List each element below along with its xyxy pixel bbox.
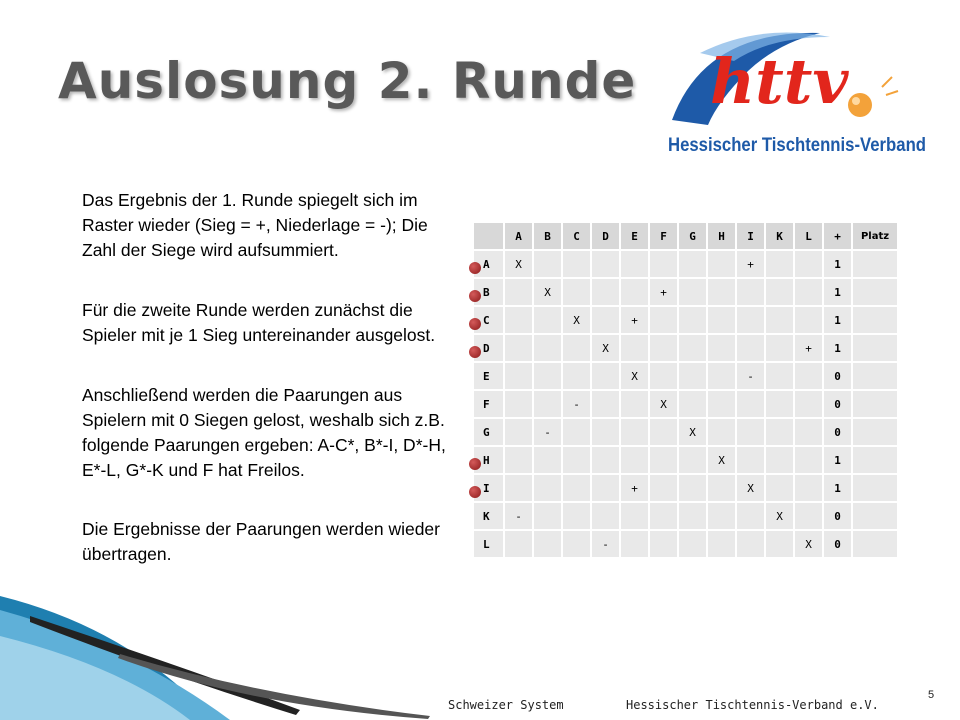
- grid-header-cell: E: [621, 223, 648, 249]
- grid-cell: [592, 391, 619, 417]
- grid-cell: [621, 335, 648, 361]
- grid-cell: [679, 307, 706, 333]
- grid-row-label: [474, 447, 503, 473]
- row-label-text: C: [483, 313, 490, 327]
- results-grid: [472, 221, 899, 559]
- grid-cell: [766, 307, 793, 333]
- grid-cell: [505, 335, 532, 361]
- corner-decoration: [0, 596, 440, 720]
- selection-dot-icon: [469, 262, 481, 274]
- grid-cell: [766, 391, 793, 417]
- grid-cell: [795, 279, 822, 305]
- grid-cell: [679, 363, 706, 389]
- logo-subtitle: Hessischer Tischtennis-Verband: [668, 135, 926, 156]
- grid-cell: -: [737, 363, 764, 389]
- grid-row: [474, 503, 897, 529]
- grid-cell: [621, 419, 648, 445]
- grid-header-cell: +: [824, 223, 851, 249]
- grid-row: [474, 335, 897, 361]
- grid-cell: [505, 391, 532, 417]
- grid-cell: [708, 503, 735, 529]
- grid-row: [474, 447, 897, 473]
- selection-dot-icon: [469, 290, 481, 302]
- grid-row: [474, 279, 897, 305]
- grid-cell: [679, 531, 706, 557]
- row-label-text: G: [483, 425, 490, 439]
- grid-cell: [621, 391, 648, 417]
- grid-cell: [766, 279, 793, 305]
- grid-cell: [766, 251, 793, 277]
- grid-platz-cell: [853, 419, 897, 445]
- grid-platz-cell: [853, 335, 897, 361]
- grid-cell: X: [534, 279, 561, 305]
- grid-platz-cell: [853, 307, 897, 333]
- footer-center: Hessischer Tischtennis-Verband e.V.: [626, 698, 879, 712]
- selection-dot-icon: [469, 486, 481, 498]
- grid-cell: [621, 447, 648, 473]
- page-title: Auslosung 2. Runde: [58, 52, 637, 110]
- httv-logo: [660, 25, 930, 160]
- grid-row-label: [474, 475, 503, 501]
- grid-cell: -: [534, 419, 561, 445]
- grid-cell: [534, 251, 561, 277]
- paragraph-3: Anschließend werden die Paarungen aus Spielern mit 0 Siegen gelost, weshalb sich z.B. folgende Paarungen ergeben: A-C*, B*-I, D*-H, E*-L, G*-K und F hat Freilos.: [82, 385, 446, 480]
- grid-corner-cell: [474, 223, 503, 249]
- grid-cell: [534, 335, 561, 361]
- grid-cell: [708, 279, 735, 305]
- grid-header-cell: G: [679, 223, 706, 249]
- grid-sum-cell: 0: [824, 503, 851, 529]
- grid-cell: [592, 307, 619, 333]
- grid-cell: -: [505, 503, 532, 529]
- grid-cell: [650, 363, 677, 389]
- row-label-text: D: [483, 341, 490, 355]
- row-label-text: H: [483, 453, 490, 467]
- grid-cell: X: [766, 503, 793, 529]
- grid-row-label: [474, 531, 503, 557]
- selection-dot-icon: [469, 346, 481, 358]
- grid-cell: X: [650, 391, 677, 417]
- grid-cell: [534, 391, 561, 417]
- grid-cell: [505, 363, 532, 389]
- grid-header-cell: Platz: [853, 223, 897, 249]
- grid-cell: [766, 419, 793, 445]
- grid-cell: [505, 447, 532, 473]
- grid-row-label: [474, 391, 503, 417]
- grid-header-cell: K: [766, 223, 793, 249]
- grid-cell: [592, 363, 619, 389]
- grid-cell: [505, 531, 532, 557]
- grid-cell: [679, 335, 706, 361]
- grid-cell: [563, 335, 590, 361]
- grid-cell: [650, 307, 677, 333]
- grid-cell: [650, 335, 677, 361]
- grid-cell: [708, 419, 735, 445]
- grid-cell: [592, 251, 619, 277]
- grid-cell: [708, 307, 735, 333]
- grid-cell: [708, 335, 735, 361]
- grid-cell: [621, 251, 648, 277]
- grid-row: [474, 531, 897, 557]
- grid-cell: [737, 307, 764, 333]
- grid-sum-cell: 1: [824, 475, 851, 501]
- grid-cell: [563, 251, 590, 277]
- grid-cell: [795, 307, 822, 333]
- grid-platz-cell: [853, 447, 897, 473]
- grid-header-cell: I: [737, 223, 764, 249]
- logo-wordmark: httv: [710, 45, 849, 118]
- grid-cell: [650, 447, 677, 473]
- grid-cell: [505, 475, 532, 501]
- grid-row-label: [474, 307, 503, 333]
- row-label-text: K: [483, 509, 490, 523]
- grid-header-cell: D: [592, 223, 619, 249]
- paragraph-2: Für die zweite Runde werden zunächst die Spieler mit je 1 Sieg untereinander ausgelost.: [82, 300, 436, 345]
- grid-cell: [592, 447, 619, 473]
- row-label-text: A: [483, 257, 490, 271]
- grid-cell: [737, 279, 764, 305]
- grid-cell: [737, 531, 764, 557]
- grid-cell: [534, 531, 561, 557]
- grid-row: [474, 475, 897, 501]
- paragraph-4: Die Ergebnisse der Paarungen werden wieder übertragen.: [82, 519, 440, 564]
- grid-cell: [708, 391, 735, 417]
- grid-cell: [621, 503, 648, 529]
- grid-cell: [708, 363, 735, 389]
- grid-cell: X: [592, 335, 619, 361]
- grid-row: [474, 363, 897, 389]
- grid-cell: [563, 503, 590, 529]
- grid-sum-cell: 1: [824, 447, 851, 473]
- grid-cell: [534, 475, 561, 501]
- grid-cell: +: [795, 335, 822, 361]
- grid-header-cell: F: [650, 223, 677, 249]
- row-label-text: I: [483, 481, 490, 495]
- grid-cell: -: [592, 531, 619, 557]
- grid-cell: +: [650, 279, 677, 305]
- grid-cell: [679, 447, 706, 473]
- grid-cell: [505, 279, 532, 305]
- grid-platz-cell: [853, 279, 897, 305]
- grid-cell: [679, 503, 706, 529]
- grid-cell: X: [737, 475, 764, 501]
- grid-cell: [563, 531, 590, 557]
- grid-cell: [650, 503, 677, 529]
- grid-cell: [534, 363, 561, 389]
- grid-cell: [679, 279, 706, 305]
- grid-cell: [534, 503, 561, 529]
- grid-cell: [621, 279, 648, 305]
- selection-dot-icon: [469, 458, 481, 470]
- grid-cell: X: [708, 447, 735, 473]
- grid-cell: [679, 251, 706, 277]
- grid-cell: -: [563, 391, 590, 417]
- grid-cell: [650, 475, 677, 501]
- grid-cell: [563, 447, 590, 473]
- page-number: 5: [928, 689, 935, 701]
- grid-cell: X: [563, 307, 590, 333]
- grid-header-cell: B: [534, 223, 561, 249]
- grid-cell: [563, 279, 590, 305]
- grid-cell: [795, 447, 822, 473]
- grid-cell: [679, 391, 706, 417]
- selection-dot-icon: [469, 318, 481, 330]
- grid-sum-cell: 1: [824, 279, 851, 305]
- grid-cell: [534, 447, 561, 473]
- grid-cell: [650, 251, 677, 277]
- grid-cell: X: [505, 251, 532, 277]
- grid-platz-cell: [853, 251, 897, 277]
- grid-cell: [795, 363, 822, 389]
- grid-platz-cell: [853, 391, 897, 417]
- grid-cell: [737, 447, 764, 473]
- grid-cell: X: [679, 419, 706, 445]
- grid-header-cell: A: [505, 223, 532, 249]
- grid-sum-cell: 0: [824, 391, 851, 417]
- grid-cell: [708, 531, 735, 557]
- grid-platz-cell: [853, 531, 897, 557]
- grid-platz-cell: [853, 363, 897, 389]
- grid-cell: X: [795, 531, 822, 557]
- grid-cell: [650, 419, 677, 445]
- grid-cell: [795, 391, 822, 417]
- paragraph-1: Das Ergebnis der 1. Runde spiegelt sich im Raster wieder (Sieg = +, Niederlage = -); Die Zahl der Siege wird aufsummiert.: [82, 190, 428, 260]
- grid-platz-cell: [853, 503, 897, 529]
- grid-row: [474, 251, 897, 277]
- grid-row-label: [474, 503, 503, 529]
- grid-header-row: [474, 223, 897, 249]
- grid-sum-cell: 0: [824, 419, 851, 445]
- grid-platz-cell: [853, 475, 897, 501]
- row-label-text: L: [483, 537, 490, 551]
- grid-cell: +: [737, 251, 764, 277]
- grid-row: [474, 391, 897, 417]
- grid-cell: [505, 419, 532, 445]
- grid-cell: [621, 531, 648, 557]
- grid-cell: [766, 475, 793, 501]
- grid-row-label: [474, 279, 503, 305]
- grid-cell: [650, 531, 677, 557]
- grid-sum-cell: 1: [824, 307, 851, 333]
- grid-cell: [795, 503, 822, 529]
- grid-cell: [708, 251, 735, 277]
- grid-header-cell: C: [563, 223, 590, 249]
- grid-cell: [563, 419, 590, 445]
- grid-cell: +: [621, 475, 648, 501]
- grid-sum-cell: 0: [824, 531, 851, 557]
- grid-cell: [563, 363, 590, 389]
- grid-row: [474, 307, 897, 333]
- logo-ball: [848, 93, 872, 117]
- grid-cell: [766, 531, 793, 557]
- grid-sum-cell: 0: [824, 363, 851, 389]
- grid-sum-cell: 1: [824, 251, 851, 277]
- grid-cell: +: [621, 307, 648, 333]
- grid-cell: [737, 503, 764, 529]
- grid-cell: [766, 363, 793, 389]
- grid-row-label: [474, 363, 503, 389]
- grid-cell: [708, 475, 735, 501]
- grid-cell: [766, 447, 793, 473]
- grid-cell: [592, 503, 619, 529]
- grid-header-cell: H: [708, 223, 735, 249]
- row-label-text: B: [483, 285, 490, 299]
- grid-cell: [737, 335, 764, 361]
- grid-row: [474, 419, 897, 445]
- grid-cell: [737, 391, 764, 417]
- grid-row-label: [474, 251, 503, 277]
- grid-cell: [795, 251, 822, 277]
- grid-cell: [505, 307, 532, 333]
- grid-cell: [534, 307, 561, 333]
- grid-cell: X: [621, 363, 648, 389]
- grid-cell: [795, 475, 822, 501]
- grid-sum-cell: 1: [824, 335, 851, 361]
- footer-left: Schweizer System: [448, 698, 564, 712]
- grid-row-label: [474, 419, 503, 445]
- grid-cell: [795, 419, 822, 445]
- row-label-text: E: [483, 369, 490, 383]
- grid-cell: [592, 279, 619, 305]
- grid-cell: [592, 419, 619, 445]
- grid-cell: [737, 419, 764, 445]
- grid-cell: [592, 475, 619, 501]
- grid-header-cell: L: [795, 223, 822, 249]
- row-label-text: F: [483, 397, 490, 411]
- grid-cell: [563, 475, 590, 501]
- grid-cell: [679, 475, 706, 501]
- grid-row-label: [474, 335, 503, 361]
- grid-cell: [766, 335, 793, 361]
